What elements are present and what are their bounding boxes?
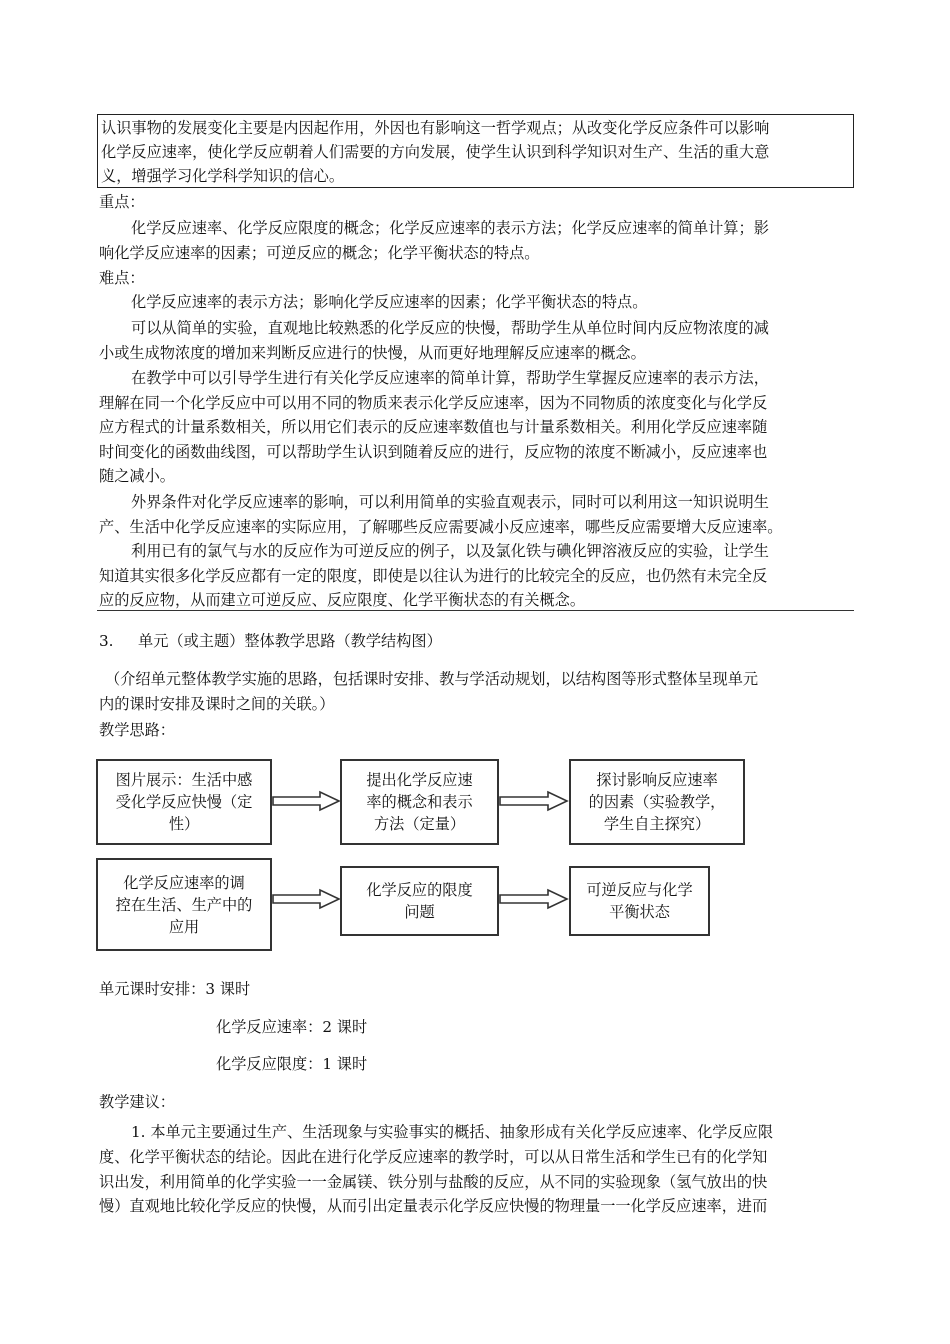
flow-box-text: 方法（定量） [373,815,466,833]
key-points-line: 响化学反应速率的因素；可逆反应的概念；化学平衡状态的特点。 [99,244,540,262]
suggestions-line: 慢）直观地比较化学反应的快慢，从而引出定量表示化学反应快慢的物理量一一化学反应速率，进而 [99,1197,768,1215]
difficult-points-line: 小或生成物浓度的增加来判断反应进行的快慢，从而更好地理解反应速率的概念。 [99,344,646,362]
flow-box-chemical-equilibrium [569,866,710,936]
suggestions-line: 识出发，利用简单的化学实验一一金属镁、铁分别与盐酸的反应，从不同的实验现象（氢气放出的快 [99,1173,768,1191]
flow-arrow [500,890,567,908]
difficult-points-line: 随之减小。 [99,467,175,485]
flow-box-reaction-limit [340,866,499,936]
flow-arrow [500,792,567,810]
schedule-item: 化学反应限度：1 课时 [216,1055,368,1073]
flow-box-text: 性） [168,815,200,833]
flow-box-text: 平衡状态 [609,903,670,921]
flow-box-picture-display [96,759,272,845]
section3-title: 单元（或主题）整体教学思路（教学结构图） [138,632,442,650]
key-points-heading: 重点： [99,193,145,211]
difficult-points-line: 利用已有的氯气与水的反应作为可逆反应的例子，以及氯化铁与碘化钾溶液反应的实验，让学生 [131,542,769,560]
flow-box-text: 探讨影响反应速率 [596,771,718,789]
difficult-points-line: 应方程式的计量系数相关，所以用它们表示的反应速率数值也与计量系数相关。利用化学反应速率随 [99,418,768,436]
flow-box-text: 控在生活、生产中的 [115,895,253,914]
flow-arrow [273,890,339,908]
difficult-points-heading: 难点： [99,269,145,287]
key-points-line: 化学反应速率、化学反应限度的概念；化学反应速率的表示方法；化学反应速率的简单计算；影 [131,219,769,237]
flow-box-text: 问题 [404,903,435,921]
flow-box-text: 化学反应速率的调 [123,873,245,892]
flow-box-rate-control [96,858,272,951]
difficult-points-line: 外界条件对化学反应速率的影响，可以利用简单的实验直观表示，同时可以利用这一知识说明生 [131,493,769,511]
teaching-idea-label: 教学思路： [99,721,175,739]
section3-number: 3. [99,632,114,650]
flow-box-text: 学生自主探究） [603,815,711,833]
section3-intro-line: （介绍单元整体教学实施的思路，包括课时安排、教与学活动规划，以结构图等形式整体呈现单元 [105,670,759,688]
objectives-line: 化学反应速率，使化学反应朝着人们需要的方向发展，使学生认识到科学知识对生产、生活的重大意 [101,143,770,161]
flow-box-text: 应用 [168,917,200,936]
suggestions-line: 度、化学平衡状态的结论。因此在进行化学反应速率的教学时，可以从日常生活和学生已有的化学知 [99,1148,768,1166]
flow-box-rate-factors [569,759,745,845]
flow-arrow [273,792,339,810]
difficult-points-line: 在教学中可以引导学生进行有关化学反应速率的简单计算，帮助学生掌握反应速率的表示方法， [131,369,769,387]
suggestions-line: 1. 本单元主要通过生产、生活现象与实验事实的概括、抽象形成有关化学反应速率、化学反应限 [131,1123,774,1141]
flow-box-rate-concept [340,759,499,845]
difficult-points-line: 化学反应速率的表示方法；影响化学反应速率的因素；化学平衡状态的特点。 [131,293,648,311]
objectives-line: 认识事物的发展变化主要是内因起作用，外因也有影响这一哲学观点；从改变化学反应条件可以影响 [101,119,770,137]
suggestions-heading: 教学建议： [99,1093,175,1111]
flow-box-text: 率的概念和表示 [366,793,473,811]
flow-box-text: 受化学反应快慢（定 [115,793,253,811]
flow-box-text: 的因素（实验教学， [588,793,726,811]
flow-box-text: 化学反应的限度 [366,881,473,899]
difficult-points-line: 产、生活中化学反应速率的实际应用，了解哪些反应需要减小反应速率，哪些反应需要增大反应速率。 [99,518,783,536]
schedule-item: 化学反应速率：2 课时 [216,1018,368,1036]
difficult-points-line: 知道其实很多化学反应都有一定的限度，即使是以往认为进行的比较完全的反应，也仍然有未完全反 [99,567,768,585]
difficult-points-line: 理解在同一个化学反应中可以用不同的物质来表示化学反应速率，因为不同物质的浓度变化与化学反 [99,394,768,412]
difficult-points-line: 可以从简单的实验，直观地比较熟悉的化学反应的快慢，帮助学生从单位时间内反应物浓度的减 [131,319,769,337]
schedule-total: 单元课时安排：3 课时 [99,980,251,998]
objectives-line: 义，增强学习化学科学知识的信心。 [101,167,344,185]
section3-intro-line: 内的课时安排及课时之间的关联。） [99,695,335,713]
difficult-points-line: 应的反应物，从而建立可逆反应、反应限度、化学平衡状态的有关概念。 [99,591,585,609]
flow-box-text: 提出化学反应速 [366,771,473,789]
difficult-points-line: 时间变化的函数曲线图，可以帮助学生认识到随着反应的进行，反应物的浓度不断减小，反应速率也 [99,443,768,461]
flow-box-text: 图片展示：生活中感 [115,771,253,789]
flow-box-text: 可逆反应与化学 [586,881,693,899]
